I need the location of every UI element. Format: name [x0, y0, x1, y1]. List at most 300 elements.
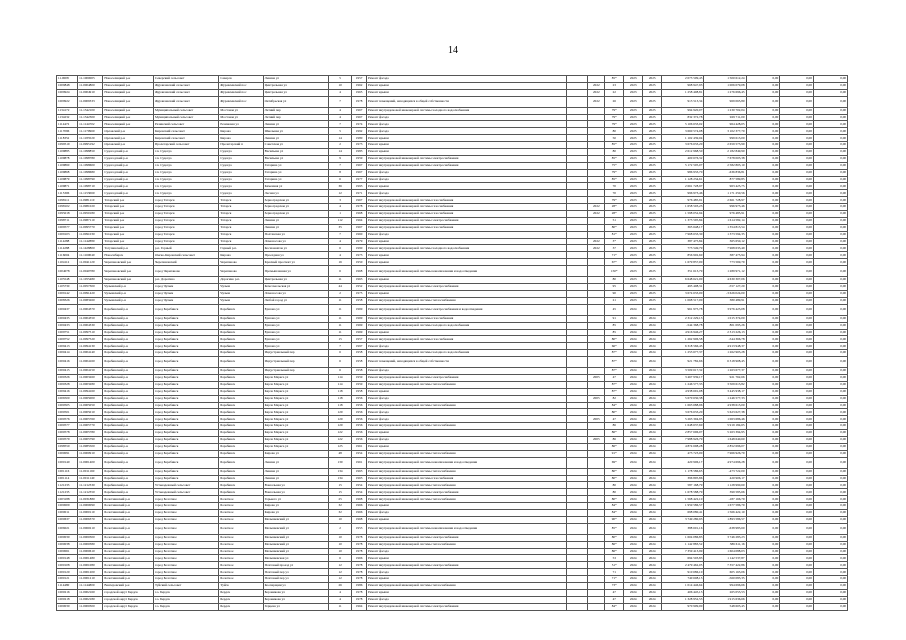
table-cell — [567, 197, 588, 204]
table-cell: г.п. Судогда — [153, 183, 218, 190]
table-cell: Ремонт крыши — [366, 503, 566, 510]
table-cell: Судогда — [219, 155, 263, 162]
table-cell: Ремонт внутридомовой инженерной системы теплоснабжения — [366, 583, 566, 590]
table-cell: 26 — [605, 96, 624, 107]
table-cell: 0,00 — [813, 252, 847, 259]
table-cell — [567, 96, 588, 107]
table-cell: Журавлевский сельсовет — [153, 82, 218, 89]
table-cell: Ремонт внутридомовой инженерной системы холодного водоснабжения — [366, 350, 566, 357]
table-cell: 0,00 — [813, 603, 847, 610]
table-cell: 0,00 — [746, 245, 780, 252]
table-cell: 1000414 — [57, 350, 78, 357]
table-cell — [567, 589, 588, 596]
table-cell: город Барабинск — [153, 457, 218, 468]
table-cell: 2023 — [624, 259, 643, 266]
table-cell: 1963 — [352, 468, 367, 475]
table-cell: 0,00 — [746, 155, 780, 162]
table-cell: Барабинск — [219, 430, 263, 437]
table-cell: 2024 — [624, 509, 643, 516]
table-cell: Журавлевский пос — [219, 82, 263, 89]
table-cell — [567, 284, 588, 291]
table-cell: 1 679 857,00 — [662, 259, 704, 266]
table-cell: 2024 — [624, 381, 643, 388]
table-cell: 0,00 — [813, 231, 847, 238]
table-cell: 11.0004150 — [78, 368, 103, 375]
table-cell: 2024 — [624, 322, 643, 329]
table-cell: Устьнадежный сельсовет — [153, 489, 218, 496]
table-cell: 1956 — [352, 402, 367, 409]
table-cell: 5 263 394,95 — [662, 416, 704, 423]
table-cell: 11.0040780 — [78, 266, 103, 277]
table-cell: Судогодский р-н — [103, 183, 154, 190]
table-cell: Ремонт внутридомовой инженерной системы теплоснабжения — [366, 402, 566, 409]
table-row — [57, 430, 848, 437]
table-cell: 3* — [605, 238, 624, 245]
table-cell: Ремонт внутридомовой инженерной системы теплоснабжения — [366, 541, 566, 548]
table-cell: 913 513,34 — [662, 96, 704, 107]
table-cell: 1954 — [352, 489, 367, 496]
table-cell: 32 — [329, 503, 352, 510]
table-cell: Ремонт фасада — [366, 436, 566, 443]
table-cell: Судогда — [219, 162, 263, 169]
table-cell: 11.1098680 — [78, 169, 103, 176]
table-row — [57, 204, 848, 211]
table-cell: 3 102 377,70 — [704, 128, 746, 135]
table-cell: 1969 — [352, 304, 367, 315]
table-row — [57, 423, 848, 430]
table-cell: 1 959 586,57 — [662, 503, 704, 510]
table-cell: 87* — [605, 388, 624, 395]
table-cell: 11.1098850 — [78, 149, 103, 156]
table-cell: 1964 — [352, 603, 367, 610]
table-cell: 6 318 566,45 — [662, 343, 704, 350]
table-cell: 11.0004800 — [78, 82, 103, 89]
table-cell: 0,00 — [813, 457, 847, 468]
table-cell — [588, 217, 605, 224]
table-cell: 921 762,66 — [704, 374, 746, 381]
table-cell: 2024 — [624, 430, 643, 437]
table-cell: 1978 — [352, 548, 367, 555]
table-cell: город Барабинск — [153, 423, 218, 430]
table-cell: Татарск — [219, 217, 263, 224]
table-cell: 0,00 — [780, 82, 814, 89]
table-row — [57, 266, 848, 277]
table-row — [57, 496, 848, 503]
table-cell: 0,00 — [746, 277, 780, 284]
table-cell: 12 — [329, 190, 352, 197]
table-cell: 1 604 086,83 — [662, 534, 704, 541]
table-cell: 11.0000090 — [78, 503, 103, 510]
table-cell: 2022 — [588, 238, 605, 245]
table-container — [56, 75, 848, 611]
table-cell: 2025 — [643, 197, 662, 204]
table-cell: 0,00 — [813, 541, 847, 548]
table-cell: 15 — [329, 336, 352, 343]
table-cell: 2024 — [624, 523, 643, 534]
table-cell: 0,00 — [813, 482, 847, 489]
table-cell: Ремонт фасада — [366, 409, 566, 416]
table-cell: 1986 — [352, 583, 367, 590]
table-cell: 0,00 — [780, 162, 814, 169]
table-cell: 35 — [329, 224, 352, 231]
table-cell — [588, 589, 605, 596]
table-cell: 2024 — [624, 423, 643, 430]
table-cell: 11.0005010 — [78, 409, 103, 416]
table-cell: 2024 — [643, 430, 662, 437]
table-cell: 91* — [605, 450, 624, 457]
table-cell: Кирова ул — [263, 509, 328, 516]
table-cell: Пролетарский сельсовет — [153, 142, 218, 149]
table-cell: 10 — [329, 534, 352, 541]
table-cell: 1968 — [352, 211, 367, 218]
table-cell: 0,00 — [780, 169, 814, 176]
table-cell — [588, 142, 605, 149]
table-cell — [567, 336, 588, 343]
table-cell: Мелышевский ул — [263, 534, 328, 541]
table-cell: 0,00 — [746, 107, 780, 114]
table-cell — [567, 82, 588, 89]
table-cell: Бердск — [219, 589, 263, 596]
table-cell: 0,00 — [780, 224, 814, 231]
table-cell: 11.0097520 — [78, 336, 103, 343]
table-cell: 1009752 — [57, 336, 78, 343]
table-cell: 396 895,86 — [662, 475, 704, 482]
table-cell: Лесная ул — [263, 190, 328, 197]
table-cell: 7 — [329, 162, 352, 169]
table-cell: 2024 — [643, 395, 662, 402]
table-cell: 2023 — [624, 217, 643, 224]
table-cell: Карла Маркса ул — [263, 416, 328, 423]
table-cell: 2025 — [643, 297, 662, 304]
table-cell: Боровикова ул — [263, 589, 328, 596]
table-cell: 2024 — [643, 450, 662, 457]
table-cell: 1 354 813,54 — [704, 224, 746, 231]
table-cell: Барабинский р-н — [103, 416, 154, 423]
table-cell: 1 142 537,87 — [704, 555, 746, 562]
table-cell — [588, 76, 605, 83]
table-cell: город Болотное — [153, 534, 218, 541]
table-cell: 11.1144800 — [78, 583, 103, 590]
table-cell: 1 006 079,08 — [704, 82, 746, 89]
table-cell: город Барабинск — [153, 416, 218, 423]
table-cell: 7 — [329, 343, 352, 350]
table-cell: 4 916 946,27 — [662, 329, 704, 336]
table-cell: 11.0001210 — [78, 576, 103, 583]
table-cell: 0,00 — [780, 534, 814, 541]
table-row — [57, 224, 848, 231]
table-cell: 66* — [605, 343, 624, 350]
table-cell: 365 648,17 — [662, 224, 704, 231]
table-cell: 2024 — [624, 343, 643, 350]
table-cell: город Татарск — [153, 231, 218, 238]
table-cell: Болотное — [219, 534, 263, 541]
table-cell: 2024 — [643, 304, 662, 315]
table-cell: 0,00 — [780, 576, 814, 583]
table-cell: 2024 — [624, 374, 643, 381]
table-cell: 11.1342300 — [78, 114, 103, 121]
table-cell: Барабинский р-н — [103, 381, 154, 388]
table-cell: Ремонт крыши — [366, 430, 566, 437]
table-cell: 0,00 — [746, 596, 780, 603]
table-cell: Карла Маркса ул — [263, 409, 328, 416]
table-cell: Ремонт фасада — [366, 596, 566, 603]
table-cell: 2024 — [643, 482, 662, 489]
table-cell — [588, 569, 605, 576]
table-cell: Чулым — [219, 290, 263, 297]
table-cell: 70 — [605, 190, 624, 197]
table-cell: 1 258 408,81 — [662, 89, 704, 96]
table-cell: Барабинск — [219, 368, 263, 375]
table-cell: Кирова ул — [263, 450, 328, 457]
table-cell: 0,00 — [746, 315, 780, 322]
table-cell: 0,00 — [780, 211, 814, 218]
table-cell — [567, 562, 588, 569]
table-cell: 0,00 — [780, 142, 814, 149]
table-cell — [588, 555, 605, 562]
table-cell: Омско-Кировский сельсовет — [153, 252, 218, 259]
table-cell: р.п. Горный — [153, 245, 218, 252]
table-row — [57, 457, 848, 468]
table-cell: Советская ул — [263, 142, 328, 149]
table-cell: Барабинский р-н — [103, 304, 154, 315]
table-cell: Барабинский р-н — [103, 436, 154, 443]
table-cell — [588, 197, 605, 204]
table-row — [57, 523, 848, 534]
table-cell: 0,00 — [746, 583, 780, 590]
table-cell: Барабинск — [219, 443, 263, 450]
table-cell: 11.0004140 — [78, 350, 103, 357]
table-cell: 1964 — [352, 217, 367, 224]
table-cell: 1956 — [352, 423, 367, 430]
table-cell: 0,00 — [813, 336, 847, 343]
table-cell: 969 065,80 — [704, 96, 746, 107]
table-cell: 0,00 — [813, 503, 847, 510]
table-cell: 2023 — [624, 176, 643, 183]
table-cell: 11.1183520 — [78, 135, 103, 142]
table-cell — [588, 322, 605, 329]
table-cell: 1 262 903,28 — [704, 350, 746, 357]
table-cell: Промышленная ул — [263, 266, 328, 277]
table-cell: 85* — [605, 176, 624, 183]
table-cell: 0,00 — [746, 416, 780, 423]
table-cell: 694 503,83 — [662, 555, 704, 562]
table-cell: Журавлевский сельсовет — [153, 96, 218, 107]
table-cell: 420 906,17 — [704, 475, 746, 482]
table-cell: 0,00 — [780, 76, 814, 83]
table-row — [57, 155, 848, 162]
table-cell: 0,00 — [813, 290, 847, 297]
table-cell: 0,00 — [746, 409, 780, 416]
table-cell — [567, 322, 588, 329]
table-cell: 120 — [329, 423, 352, 430]
table-cell: 964 428,05 — [704, 121, 746, 128]
table-cell — [567, 457, 588, 468]
table-cell: 1956 — [352, 409, 367, 416]
table-cell — [588, 583, 605, 590]
table-cell: 2024 — [643, 457, 662, 468]
table-cell: 70 — [605, 183, 624, 190]
table-cell: 0,00 — [813, 569, 847, 576]
table-cell: Ремонт внутридомовой инженерной системы газоснабжения — [366, 204, 566, 211]
table-cell: 84* — [605, 503, 624, 510]
table-cell: Бердск — [219, 603, 263, 610]
table-cell: 10 — [329, 541, 352, 548]
table-cell: 473 723,00 — [662, 450, 704, 457]
table-cell: 1000416 — [57, 357, 78, 368]
table-cell: 11.1055480 — [78, 277, 103, 284]
table-cell: 2023 — [624, 204, 643, 211]
table-cell: 120 — [329, 409, 352, 416]
table-cell — [567, 183, 588, 190]
table-cell: 86 — [605, 423, 624, 430]
table-cell: Чулымский р-н — [103, 297, 154, 304]
table-cell: 2024 — [624, 589, 643, 596]
table-cell: город Татарск — [153, 197, 218, 204]
table-cell: Барабинск — [219, 343, 263, 350]
table-cell: 6 — [329, 266, 352, 277]
table-cell: 0,00 — [746, 176, 780, 183]
table-row — [57, 475, 848, 482]
table-cell: -473 722,00 — [704, 468, 746, 475]
table-cell — [567, 211, 588, 218]
table-cell: 14 — [329, 149, 352, 156]
table-row — [57, 238, 848, 245]
table-cell: Ремонт фасада — [366, 169, 566, 176]
table-cell: 2025 — [643, 183, 662, 190]
table-cell: 0,00 — [780, 217, 814, 224]
table-cell: 2023 — [624, 183, 643, 190]
table-cell: г.п. Судогда — [153, 169, 218, 176]
table-cell: 386 611,16 — [704, 541, 746, 548]
table-cell — [567, 343, 588, 350]
table-cell: 2025 — [643, 231, 662, 238]
table-cell: город Барабинск — [153, 350, 218, 357]
table-cell: 1 500 612,24 — [704, 76, 746, 83]
table-cell: 2024 — [624, 315, 643, 322]
table-cell: 0,00 — [813, 589, 847, 596]
table-cell: 2024 — [643, 523, 662, 534]
table-cell: 11.0001200 — [78, 569, 103, 576]
table-cell: Барабинский р-н — [103, 350, 154, 357]
table-cell: 2025 — [643, 114, 662, 121]
table-row — [57, 589, 848, 596]
table-cell: 1114480 — [57, 583, 78, 590]
table-cell: 1098102 — [57, 204, 78, 211]
table-cell: 120 — [329, 416, 352, 423]
table-cell: г.п. Судогда — [153, 155, 218, 162]
table-cell: 11.1153060 — [78, 190, 103, 197]
table-cell: 1000326 — [57, 374, 78, 381]
table-cell: 0,00 — [746, 450, 780, 457]
table-cell: Северск — [219, 76, 263, 83]
table-cell: 0,00 — [813, 197, 847, 204]
table-cell: 0,00 — [813, 322, 847, 329]
table-cell: 28* — [605, 211, 624, 218]
table-cell: Чулым — [219, 284, 263, 291]
table-cell: 0,00 — [813, 284, 847, 291]
table-row — [57, 436, 848, 443]
table-cell: 51 — [605, 217, 624, 224]
table-cell — [588, 315, 605, 322]
table-cell: 15 — [329, 489, 352, 496]
table-cell: Ремонт фасада — [366, 395, 566, 402]
table-cell: 1 568 422,10 — [662, 496, 704, 503]
table-cell: 2025 — [643, 76, 662, 83]
table-cell: 3 509 617,32 — [662, 368, 704, 375]
table-cell: город Татарск — [153, 238, 218, 245]
table-cell: 1 246 577,33 — [704, 395, 746, 402]
table-cell: 1978 — [352, 534, 367, 541]
table-cell: 1000120 — [57, 569, 78, 576]
table-cell: 23 — [605, 82, 624, 89]
table-cell: 0,00 — [746, 436, 780, 443]
table-cell: 1 015 374,00 — [704, 315, 746, 322]
table-cell: Ремонт фасада — [366, 190, 566, 197]
table-cell: 0,00 — [813, 596, 847, 603]
table-cell: 3 676 633,20 — [662, 142, 704, 149]
table-cell: 7 — [329, 231, 352, 238]
table-cell — [588, 475, 605, 482]
table-cell: Гагарина ул — [263, 162, 328, 169]
table-cell: 2024 — [643, 443, 662, 450]
table-cell: 2025 — [643, 149, 662, 156]
table-cell: 1109860 — [57, 162, 78, 169]
table-cell: 11.1212350 — [78, 489, 103, 496]
table-cell: Новоселицкий р-н — [103, 82, 154, 89]
table-cell: Васильева ул — [263, 149, 328, 156]
table-cell: 11 — [329, 304, 352, 315]
table-cell — [567, 259, 588, 266]
table-row — [57, 516, 848, 523]
table-cell: 2023 — [624, 231, 643, 238]
table-cell: 125 — [329, 443, 352, 450]
table-cell: 86* — [605, 430, 624, 437]
table-cell: Устьнадежный сельсовет — [153, 482, 218, 489]
table-cell: 11.0094130 — [78, 343, 103, 350]
table-cell: 0,00 — [780, 596, 814, 603]
table-cell: Чулым — [219, 297, 263, 304]
table-cell: Тогучинский р-н — [103, 245, 154, 252]
table-cell: 2 857 696,07 — [662, 430, 704, 437]
table-cell: Почтовый пер ул — [263, 569, 328, 576]
table-cell: 2024 — [643, 343, 662, 350]
table-cell: 11.0060210 — [78, 523, 103, 534]
table-cell: 2024 — [624, 583, 643, 590]
table-cell: 0,00 — [813, 114, 847, 121]
table-cell: Зерноградская ул — [263, 204, 328, 211]
table-cell: 0,00 — [746, 443, 780, 450]
table-row — [57, 245, 848, 252]
table-cell: Новоселицкий р-н — [103, 114, 154, 121]
table-cell: 2024 — [624, 457, 643, 468]
table-cell: 2025 — [643, 211, 662, 218]
table-cell: 2023 — [624, 252, 643, 259]
table-cell: 2024 — [624, 468, 643, 475]
table-cell: 0,00 — [780, 155, 814, 162]
table-cell: 11.0000610 — [78, 548, 103, 555]
table-cell: город Болотное — [153, 541, 218, 548]
table-cell: 2022 — [588, 204, 605, 211]
table-cell: 0,00 — [746, 503, 780, 510]
table-cell: 1003188 — [57, 496, 78, 503]
table-cell: 2 479 462,05 — [662, 562, 704, 569]
table-cell: Новоселицкий р-н — [103, 89, 154, 96]
table-row — [57, 169, 848, 176]
table-cell: 0,00 — [780, 482, 814, 489]
table-cell: 0,00 — [746, 368, 780, 375]
table-cell: 79* — [605, 121, 624, 128]
table-cell: 0,00 — [746, 149, 780, 156]
